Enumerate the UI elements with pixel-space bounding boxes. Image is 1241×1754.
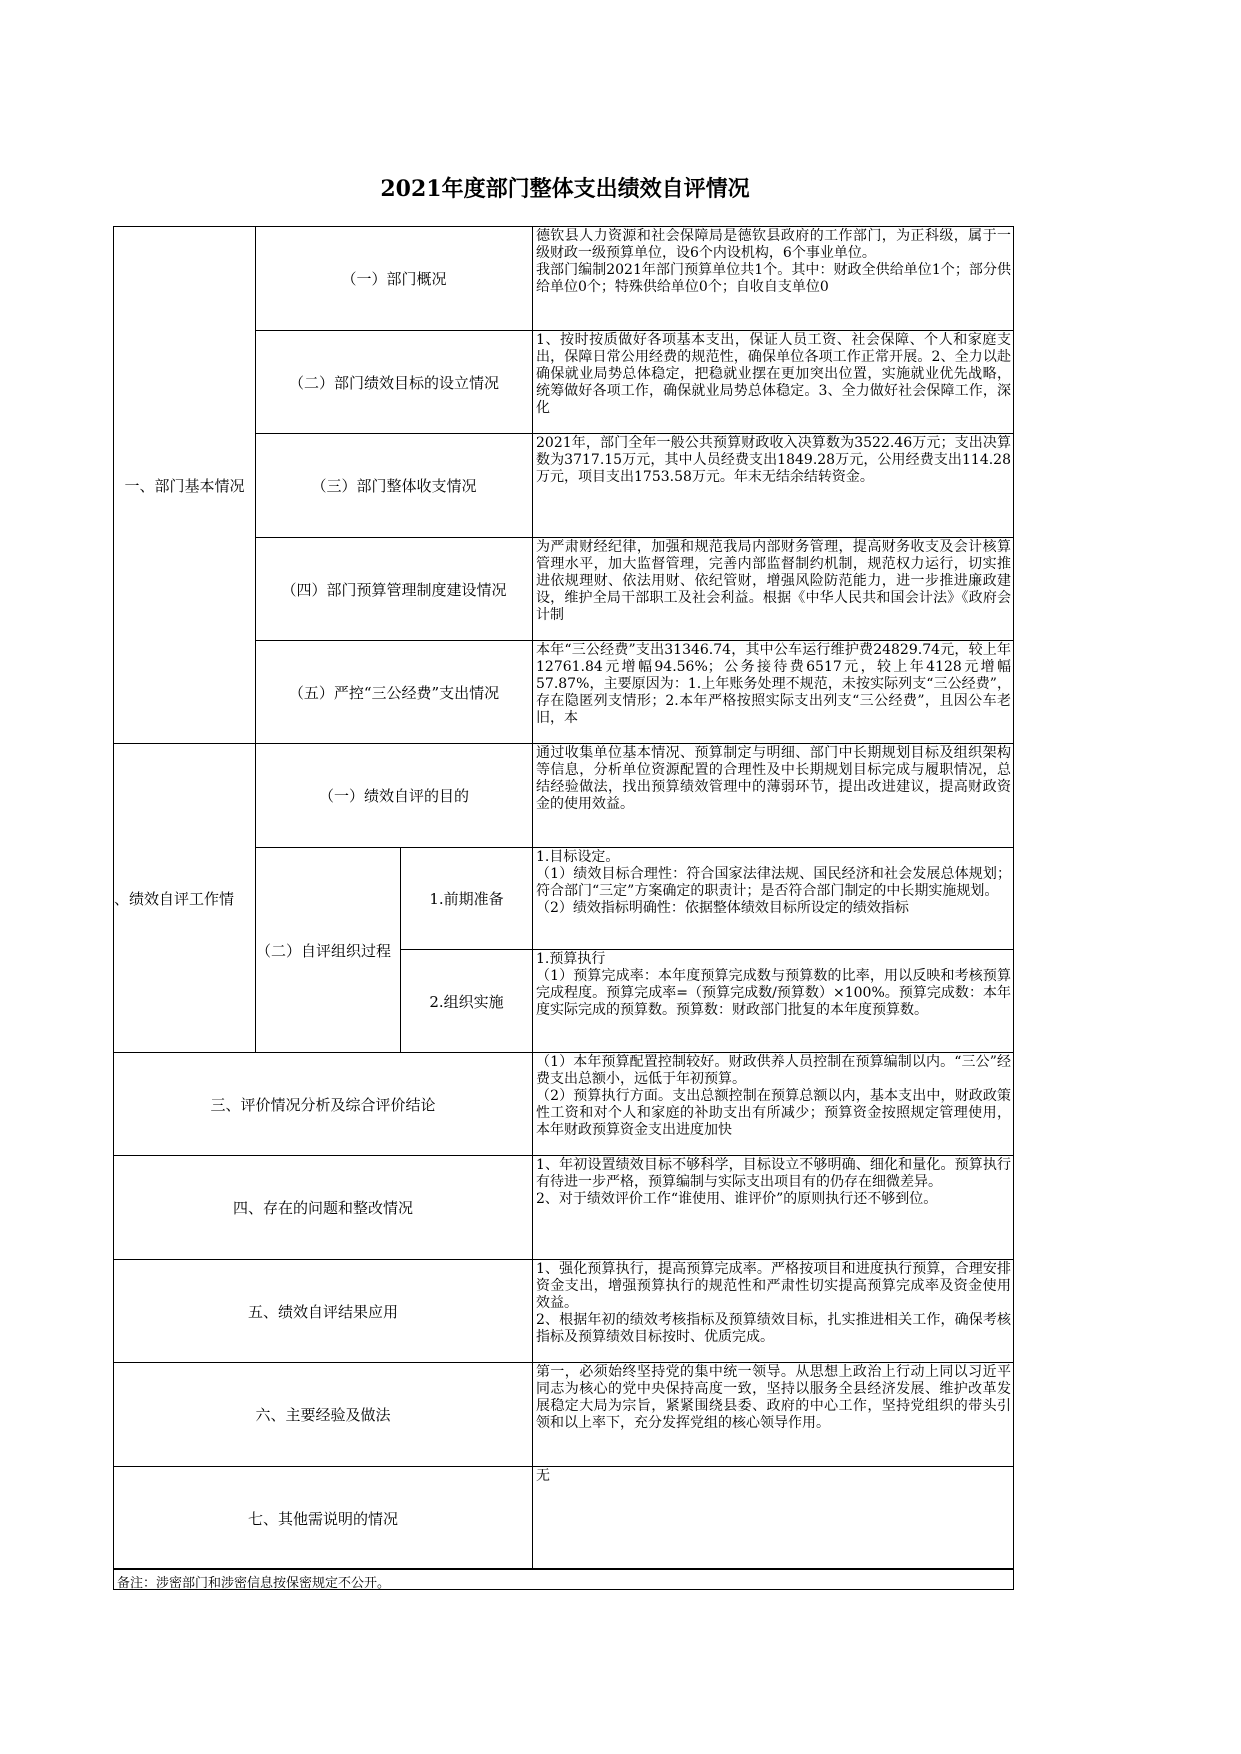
row-2-content: 1、按时按质做好各项基本支出，保证人员工资、社会保障、个人和家庭支出，保障日常公用经费的规范性，确保单位各项工作正常开展。2、全力以赴确保就业局势总体稳定，把稳就业摆在更加突出位置，实施就业优先战略，统筹做好各项工作，确保就业局势总体稳定。3、全力做好社会保障工作，深化	[532, 330, 1014, 433]
row-7-sub2-content: 1.预算执行 （1）预算完成率：本年度预算完成数与预算数的比率，用以反映和考核预算完成程度。预算完成率=（预算完成数/预算数）×100%。预算完成数：本年度实际完成的预算数。预算数：财政部门批复的本年度预算数。	[532, 949, 1014, 1052]
row-1-label: （一）部门概况	[255, 226, 532, 330]
row-6-label: （一）绩效自评的目的	[255, 743, 532, 847]
footer-note: 备注：涉密部门和涉密信息按保密规定不公开。	[113, 1569, 1014, 1590]
row-6-content: 通过收集单位基本情况、预算制定与明细、部门中长期规划目标及组织架构等信息，分析单位资源配置的合理性及中长期规划目标完成与履职情况，总结经验做法，找出预算绩效管理中的薄弱环节，提出改进建议，提高财政资金的使用效益。	[532, 743, 1014, 847]
section-6-label: 六、主要经验及做法	[113, 1362, 532, 1466]
row-3-content: 2021年，部门全年一般公共预算财政收入决算数为3522.46万元；支出决算数为3717.15万元，其中人员经费支出1849.28万元，公用经费支出114.28万元，项目支出1753.58万元。年末无结余结转资金。	[532, 433, 1014, 537]
section-5-label: 五、绩效自评结果应用	[113, 1259, 532, 1362]
section-3-label: 三、评价情况分析及综合评价结论	[113, 1052, 532, 1155]
row-8-content: （1）本年预算配置控制较好。财政供养人员控制在预算编制以内。“三公”经费支出总额小，远低于年初预算。 （2）预算执行方面。支出总额控制在预算总额以内，基本支出中，财政政策性工资和对个人和家庭的补助支出有所减少；预算资金按照规定管理使用，本年财政预算资金支出进度加快	[532, 1052, 1014, 1155]
row-10-content: 1、强化预算执行，提高预算完成率。严格按项目和进度执行预算，合理安排资金支出，增强预算执行的规范性和严肃性切实提高预算完成率及资金使用效益。 2、根据年初的绩效考核指标及预算绩效目标，扎实推进相关工作，确保考核指标及预算绩效目标按时、优质完成。	[532, 1259, 1014, 1362]
row-12-content: 无	[532, 1466, 1014, 1569]
row-4-content: 为严肃财经纪律，加强和规范我局内部财务管理，提高财务收支及会计核算管理水平，加大监督管理，完善内部监督制约机制，规范权力运行，切实推进依规理财、依法用财、依纪管财，增强风险防范能力，进一步推进廉政建设，维护全局干部职工及社会利益。根据《中华人民共和国会计法》《政府会计制	[532, 537, 1014, 640]
row-11-content: 第一，必须始终坚持党的集中统一领导。从思想上政治上行动上同以习近平同志为核心的党中央保持高度一致，坚持以服务全县经济发展、维护改革发展稳定大局为宗旨，紧紧围绕县委、政府的中心工作，坚持党组织的带头引领和以上率下，充分发挥党组的核心领导作用。	[532, 1362, 1014, 1466]
row-7-sub1-content: 1.目标设定。 （1）绩效目标合理性：符合国家法律法规、国民经济和社会发展总体规划；符合部门“三定”方案确定的职责计；是否符合部门制定的中长期实施规划。 （2）绩效指标明确性：依据整体绩效目标所设定的绩效指标	[532, 847, 1014, 949]
row-1-content: 德钦县人力资源和社会保障局是德钦县政府的工作部门，为正科级，属于一级财政一级预算单位，设6个内设机构，6个事业单位。 我部门编制2021年部门预算单位共1个。其中：财政全供给单位1个；部分供给单位0个；特殊供给单位0个；自收自支单位0	[532, 226, 1014, 330]
row-7-sub2-label: 2.组织实施	[400, 949, 532, 1052]
row-3-label: （三）部门整体收支情况	[255, 433, 532, 537]
page-title: 2021年度部门整体支出绩效自评情况	[380, 176, 750, 202]
row-9-content: 1、年初设置绩效目标不够科学，目标设立不够明确、细化和量化。预算执行有待进一步严格，预算编制与实际支出项目有的仍存在细微差异。 2、对于绩效评价工作“谁使用、谁评价”的原则执行还不够到位。	[532, 1155, 1014, 1259]
row-5-content: 本年“三公经费”支出31346.74，其中公车运行维护费24829.74元，较上年12761.84元增幅94.56%；公务接待费6517元，较上年4128元增幅57.87%，主要原因为：1.上年账务处理不规范，未按实际列支“三公经费”，存在隐匿列支情形；2.本年严格按照实际支出列支“三公经费”，且因公车老旧，本	[532, 640, 1014, 743]
row-7-sub1-label: 1.前期准备	[400, 847, 532, 949]
row-7-label: （二）自评组织过程	[255, 847, 400, 1052]
row-5-label: （五）严控“三公经费”支出情况	[255, 640, 532, 743]
section-1-label: 一、部门基本情况	[113, 226, 255, 743]
section-2-label: 、绩效自评工作情	[113, 743, 255, 1052]
row-2-label: （二）部门绩效目标的设立情况	[255, 330, 532, 433]
row-4-label: （四）部门预算管理制度建设情况	[255, 537, 532, 640]
section-7-label: 七、其他需说明的情况	[113, 1466, 532, 1569]
section-4-label: 四、存在的问题和整改情况	[113, 1155, 532, 1259]
